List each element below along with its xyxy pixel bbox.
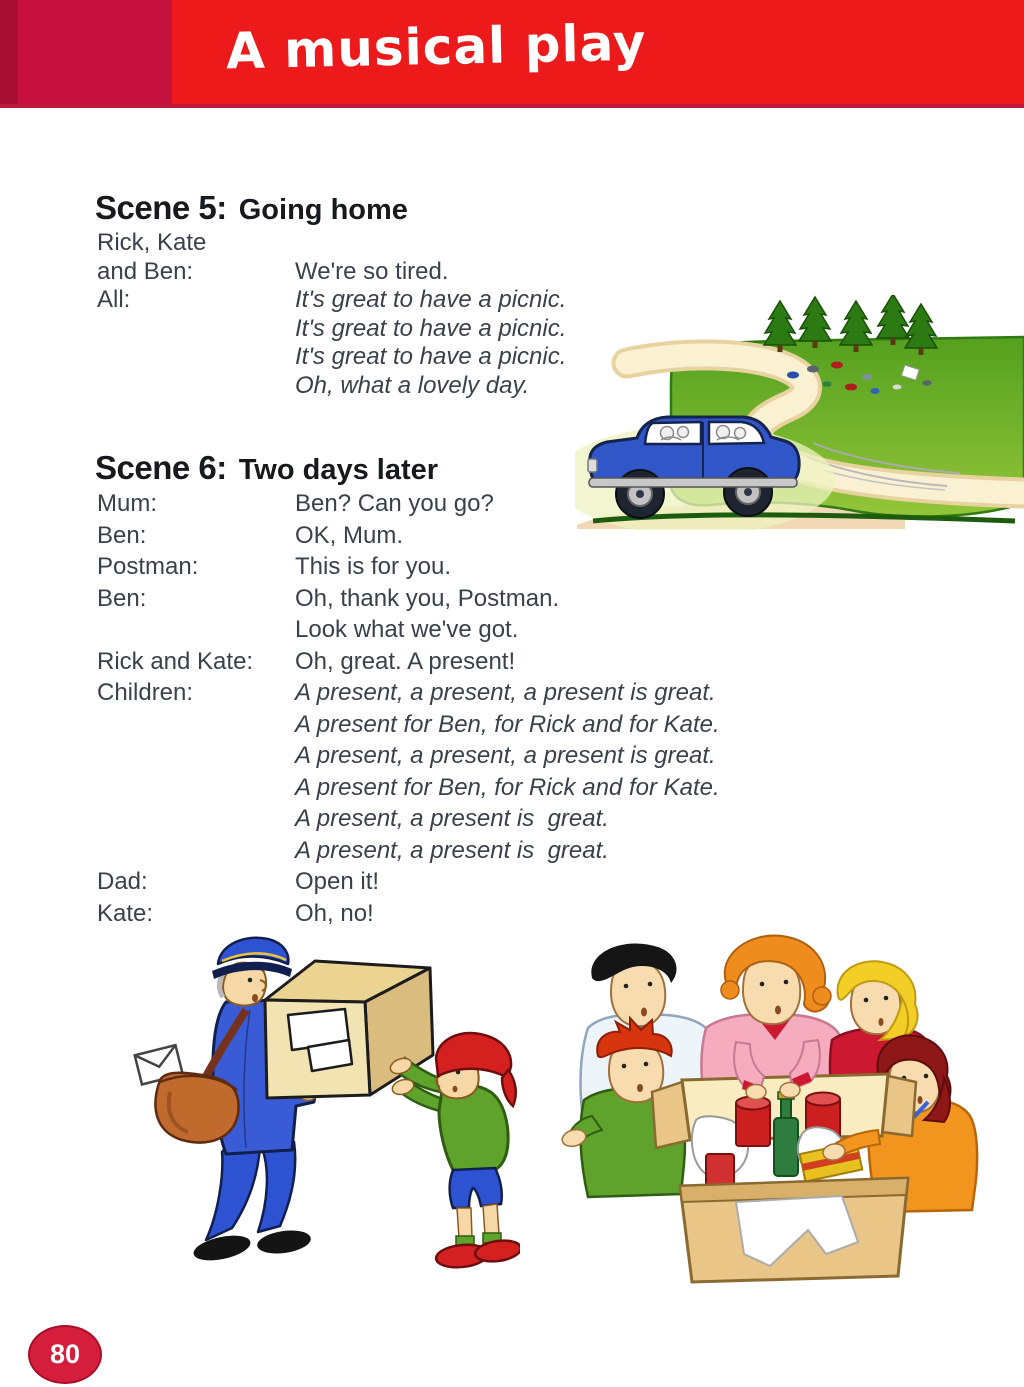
dialogue-row xyxy=(97,583,857,615)
page-number-badge xyxy=(28,1325,102,1384)
dialogue-text: It's great to have a picnic. xyxy=(295,314,567,342)
dialogue-text xyxy=(295,229,817,258)
dialogue-text: OK, Mum. xyxy=(295,521,404,549)
scene-6-dialogue xyxy=(97,488,857,929)
speaker-label xyxy=(97,315,295,344)
pine-tree xyxy=(799,297,831,348)
dialogue-text: A present, a present is great. xyxy=(295,805,609,832)
speaker-label: Rick and Kate: xyxy=(97,647,254,675)
dialogue-text: We're so tired. xyxy=(295,257,449,285)
page-title: A musical play xyxy=(225,13,647,81)
speaker-label: Kate: xyxy=(97,899,154,927)
dialogue-row xyxy=(97,835,857,867)
scene-5-heading xyxy=(95,189,408,227)
pine-tree xyxy=(905,304,937,355)
dialogue-text: Oh, thank you, Postman. xyxy=(295,584,560,612)
dialogue-row xyxy=(97,803,857,835)
speaker-label xyxy=(97,803,295,835)
scene-6-title: Two days later xyxy=(238,454,439,486)
scene-6-label: Scene 6: xyxy=(95,449,227,486)
pine-tree xyxy=(877,295,909,345)
dialogue-row xyxy=(97,614,857,646)
dialogue-text: Look what we've got. xyxy=(295,616,519,643)
speaker-label: All: xyxy=(97,286,131,314)
dialogue-row xyxy=(97,258,817,287)
speaker-label: Ben: xyxy=(97,584,147,612)
headlight xyxy=(588,459,597,472)
dialogue-text: Open it! xyxy=(295,868,380,895)
family-illustration xyxy=(540,920,1024,1300)
header-banner xyxy=(0,0,1024,108)
dialogue-text: This is for you. xyxy=(295,553,452,580)
dialogue-text: Oh, no! xyxy=(295,899,374,927)
dialogue-row xyxy=(97,740,857,772)
dialogue-text: It's great to have a picnic. xyxy=(295,286,567,314)
speaker-label xyxy=(97,772,295,804)
litter-box-front xyxy=(680,1178,908,1282)
speaker-label: Dad: xyxy=(97,868,148,895)
dialogue-row xyxy=(97,551,857,583)
speaker-label: Children: xyxy=(97,679,194,706)
dialogue-text: Ben? Can you go? xyxy=(295,490,494,517)
pine-tree xyxy=(764,301,796,352)
dialogue-row xyxy=(97,677,857,709)
dialogue-text: It's great to have a picnic. xyxy=(295,343,567,371)
speaker-label xyxy=(97,343,295,372)
speaker-label: Mum: xyxy=(97,490,157,517)
boy-figure xyxy=(388,1033,520,1270)
dialogue-row xyxy=(97,520,857,552)
speaker-label xyxy=(97,740,295,772)
postman-illustration xyxy=(100,930,520,1280)
dialogue-text: A present for Ben, for Rick and for Kate. xyxy=(295,773,720,801)
dialogue-row xyxy=(97,709,857,741)
speaker-label xyxy=(97,614,295,646)
speaker-label xyxy=(97,372,295,401)
postman-cap xyxy=(218,938,288,964)
speaker-label xyxy=(97,835,295,867)
dialogue-text: A present, a present, a present is great. xyxy=(295,742,716,769)
scene-5-title: Going home xyxy=(238,194,408,226)
banner-dark-edge-strip xyxy=(0,0,18,104)
dialogue-text: A present, a present, a present is great. xyxy=(295,679,716,706)
dialogue-text: A present for Ben, for Rick and for Kate. xyxy=(295,710,720,738)
speaker-label: Ben: xyxy=(97,521,147,549)
speaker-label xyxy=(97,709,295,741)
dialogue-text: A present, a present is great. xyxy=(295,836,609,864)
dialogue-row xyxy=(97,488,857,520)
dialogue-row xyxy=(97,229,817,258)
dialogue-text: Oh, what a lovely day. xyxy=(295,371,530,399)
page-number: 80 xyxy=(49,1339,81,1369)
dialogue-text: Oh, great. A present! xyxy=(295,647,516,675)
speaker-label: and Ben: xyxy=(97,257,194,285)
banner-crimson-block xyxy=(0,0,172,104)
pine-tree xyxy=(840,301,872,352)
speaker-label: Postman: xyxy=(97,553,199,580)
dialogue-row xyxy=(97,646,857,678)
scene-6-heading xyxy=(95,449,438,487)
speaker-label: Rick, Kate xyxy=(97,229,207,256)
dialogue-row xyxy=(97,866,857,898)
dialogue-row xyxy=(97,772,857,804)
scene-5-label: Scene 5: xyxy=(95,189,227,226)
